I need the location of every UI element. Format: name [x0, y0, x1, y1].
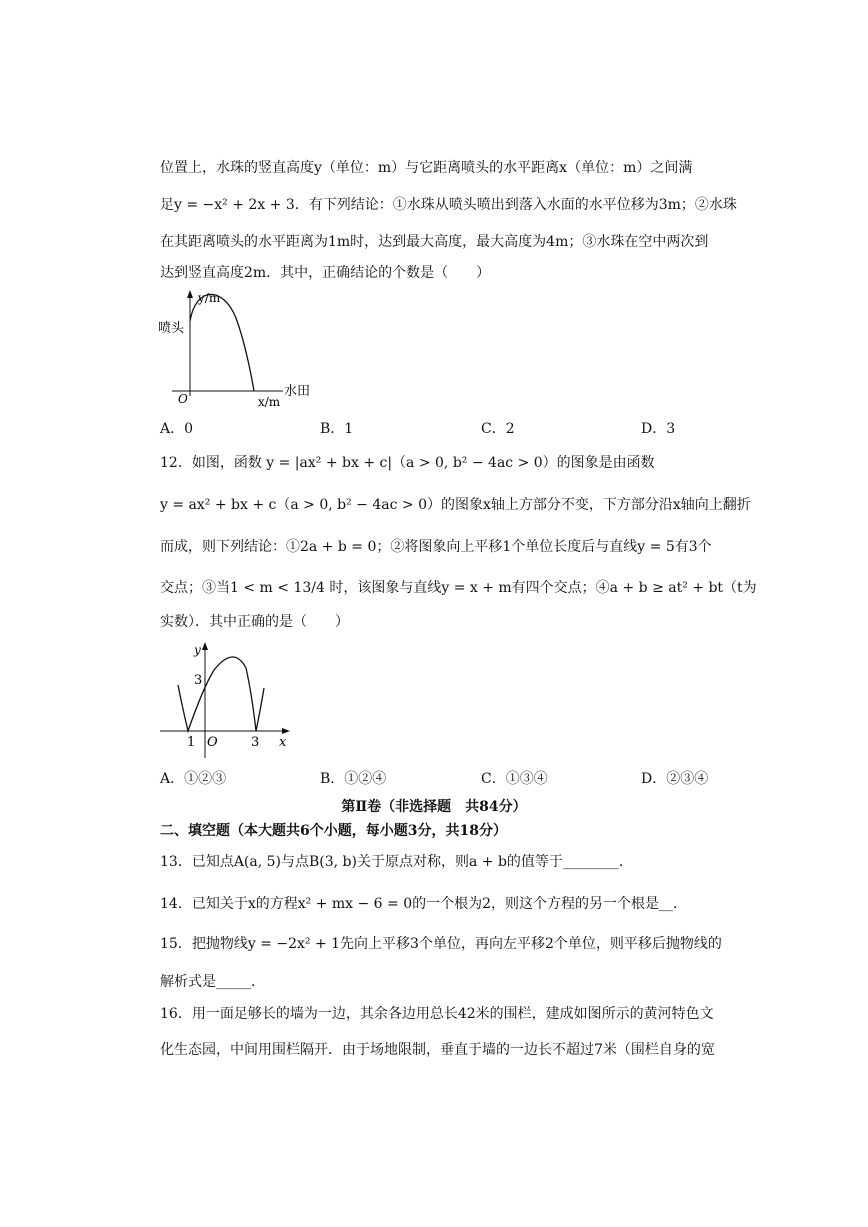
- q12-line-2: y = ax² + bx + c（a > 0, b² − 4ac > 0）的图象x轴上方部分不变，下方部分沿x轴向上翻折: [160, 497, 751, 513]
- q12-option-b: B．①②④: [320, 771, 387, 787]
- part-title: 二、填空题（本大题共6个小题，每小题3分，共18分）: [160, 823, 507, 839]
- q12-line-4: 交点；③当1 < m < 13/4 时，该图象与直线y = x + m有四个交点；④a + b ≥ at² + bt（t为: [160, 580, 757, 596]
- q12-y-label: y: [194, 643, 201, 657]
- q11-origin-label: O: [178, 392, 188, 406]
- q11-figure: [158, 288, 328, 418]
- q12-tick-y: 3: [194, 673, 203, 688]
- q11-left-label: 喷头: [158, 321, 185, 336]
- q14-text: 14．已知关于x的方程x² + mx − 6 = 0的一个根为2，则这个方程的另一个根是__．: [160, 896, 688, 912]
- q11-y-label: y/m: [198, 291, 221, 305]
- q12-line-1: 12．如图，函数 y = |ax² + bx + c|（a > 0, b² − 4ac > 0）的图象是由函数: [160, 455, 655, 471]
- q11-option-d: D．3: [641, 421, 676, 437]
- q11-option-b: B．1: [320, 421, 354, 437]
- q12-option-c: C．①③④: [481, 771, 548, 787]
- q11-x-label: x/m: [258, 395, 281, 409]
- q11-line-3: 在其距离喷头的水平距离为1m时，达到最大高度，最大高度为4m；③水珠在空中两次到: [160, 234, 709, 250]
- q11-right-label: 水田: [284, 384, 311, 399]
- q12-option-a: A．①②③: [160, 771, 227, 787]
- q11-line-4: 达到竖直高度2m．其中，正确结论的个数是（ ）: [160, 265, 491, 281]
- q12-line-5: 实数）．其中正确的是（ ）: [160, 614, 349, 630]
- q12-figure: [158, 640, 298, 760]
- q12-x-label: x: [279, 735, 287, 750]
- q13-text: 13．已知点A(a, 5)与点B(3, b)关于原点对称，则a + b的值等于________．: [160, 854, 633, 870]
- q12-tick-x-left: 1: [187, 735, 196, 750]
- q11-line-2: 足y = −x² + 2x + 3．有下列结论：①水珠从喷头喷出到落入水面的水平位移为3m；②水珠: [160, 197, 737, 213]
- q12-option-d: D．②③④: [641, 771, 709, 787]
- section-title: 第Ⅱ卷（非选择题 共84分）: [341, 799, 527, 815]
- q12-origin-label: O: [207, 735, 218, 750]
- q11-option-a: A．0: [160, 421, 194, 437]
- q11-option-c: C．2: [481, 421, 515, 437]
- q12-tick-x-right: 3: [251, 735, 260, 750]
- q16-line-2: 化生态园，中间用围栏隔开．由于场地限制，垂直于墙的一边长不超过7米（围栏自身的宽: [160, 1042, 715, 1058]
- q15-line-1: 15．把抛物线y = −2x² + 1先向上平移3个单位，再向左平移2个单位，则平移后抛物线的: [160, 936, 722, 952]
- q16-line-1: 16．用一面足够长的墙为一边，其余各边用总长42米的围栏，建成如图所示的黄河特色文: [160, 1006, 714, 1022]
- q15-line-2: 解析式是_____．: [160, 974, 265, 990]
- q11-line-1: 位置上，水珠的竖直高度y（单位：m）与它距离喷头的水平距离x（单位：m）之间满: [160, 160, 693, 176]
- q12-line-3: 而成，则下列结论：①2a + b = 0；②将图象向上平移1个单位长度后与直线y = 5有3个: [160, 539, 712, 555]
